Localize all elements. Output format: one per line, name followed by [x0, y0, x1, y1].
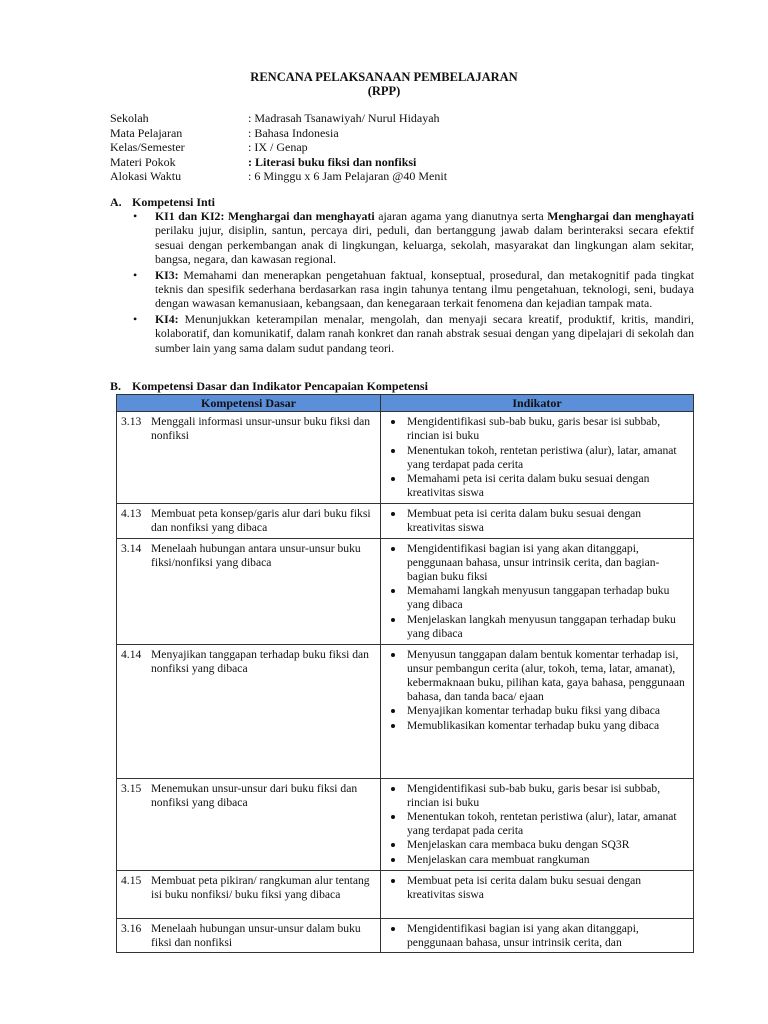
- identity-row-subject: [110, 126, 447, 141]
- identity-row-school: [110, 111, 447, 126]
- ki-lead: KI1 dan KI2:: [155, 209, 225, 223]
- kd-number: 4.14: [121, 647, 142, 661]
- ki-text: Memahami dan menerapkan pengetahuan faktual, konseptual, prosedural, dan metakognitif pada tingkat teknis dan spesifik sederhana berdasarkan rasa ingin tahunya tentang ilmu pengetahuan, teknologi, seni, budaya dengan wawasan kemanusiaan, kebangsaan, dan kenegaraan terkait fenomena dan kejadian tampak mata.: [155, 267, 694, 311]
- table-row: [117, 644, 694, 778]
- indicator-cell: [381, 412, 694, 504]
- kd-cell: [117, 870, 381, 918]
- document-title: [0, 70, 768, 98]
- list-item: Mengidentifikasi sub-bab buku, garis besar isi subbab, rincian isi buku: [385, 415, 689, 443]
- indicator-cell: [381, 918, 694, 952]
- section-b-heading: [110, 379, 428, 394]
- list-item: [131, 209, 694, 267]
- table-row: [117, 918, 694, 952]
- indicator-cell: [381, 778, 694, 870]
- list-item: Mengidentifikasi sub-bab buku, garis besar isi subbab, rincian isi buku: [385, 782, 689, 810]
- kd-cell: [117, 778, 381, 870]
- indicator-cell: [381, 538, 694, 644]
- identity-table: [110, 111, 447, 184]
- ki-lead: KI3:: [155, 267, 179, 282]
- table-row: [117, 870, 694, 918]
- list-item: Memahami langkah menyusun tanggapan terhadap buku yang dibaca: [385, 584, 689, 612]
- list-item: Memahami peta isi cerita dalam buku sesuai dengan kreativitas siswa: [385, 472, 689, 500]
- list-item: Memublikasikan komentar terhadap buku yang dibaca: [385, 719, 689, 733]
- bullet-icon: •: [133, 311, 138, 326]
- list-item: Menyajikan komentar terhadap buku fiksi yang dibaca: [385, 704, 689, 718]
- table-row: [117, 412, 694, 504]
- identity-label: Materi Pokok: [110, 154, 176, 169]
- section-letter: B.: [110, 379, 122, 393]
- kd-number: 3.15: [121, 781, 142, 795]
- identity-value: : Bahasa Indonesia: [248, 125, 339, 140]
- identity-value: : 6 Minggu x 6 Jam Pelajaran @40 Menit: [248, 169, 448, 183]
- kd-text: Membuat peta pikiran/ rangkuman alur tentang isi buku nonfiksi/ buku fiksi yang dibaca: [151, 873, 370, 901]
- identity-value: : Literasi buku fiksi dan nonfiksi: [248, 154, 417, 169]
- kd-text: Menggali informasi unsur-unsur buku fiksi dan nonfiksi: [151, 415, 371, 443]
- list-item: [131, 312, 694, 355]
- ki-bold: Menghargai dan menghayati: [547, 209, 695, 223]
- bullet-icon: •: [133, 209, 138, 223]
- kd-number: 4.15: [121, 873, 142, 887]
- list-item: Menjelaskan langkah menyusun tanggapan terhadap buku yang dibaca: [385, 613, 689, 641]
- indicator-cell: [381, 504, 694, 538]
- kd-number: 3.14: [121, 541, 142, 555]
- list-item: Membuat peta isi cerita dalam buku sesuai dengan kreativitas siswa: [385, 507, 689, 535]
- table-header-row: [117, 395, 694, 412]
- identity-value: : Madrasah Tsanawiyah/ Nurul Hidayah: [248, 111, 440, 125]
- kd-cell: [117, 918, 381, 952]
- section-letter: A.: [110, 195, 122, 209]
- kd-cell: [117, 504, 381, 538]
- identity-label: Alokasi Waktu: [110, 169, 182, 183]
- kd-cell: [117, 644, 381, 778]
- ki-text: Menunjukkan keterampilan menalar, mengolah, dan menyaji secara kreatif, produktif, kritis, mandiri, kolaboratif, dan komunikatif, dalam ranah konkret dan ranah abstrak sesuai dengan yang dipelajari di sekolah dan sumber lain yang sama dalam sudut pandang teori.: [155, 311, 694, 355]
- ki-text: perilaku jujur, disiplin, santun, percaya diri, peduli, dan bertanggung jawab dalam berinteraksi secara efektif sesuai dengan perkembangan anak di lingkungan, keluarga, sekolah, masyarakat dan lingkungan alam sekitar, bangsa, negara, dan kawasan regional.: [155, 223, 694, 267]
- kd-text: Menelaah hubungan unsur-unsur dalam buku fiksi dan nonfiksi: [151, 921, 361, 949]
- identity-label: Sekolah: [110, 111, 149, 125]
- kd-cell: [117, 412, 381, 504]
- identity-row-class: [110, 140, 447, 155]
- ki-lead: KI4:: [155, 311, 179, 326]
- identity-label: Kelas/Semester: [110, 140, 185, 154]
- table-row: [117, 504, 694, 538]
- title-line-1: RENCANA PELAKSANAAN PEMBELAJARAN: [250, 70, 518, 84]
- list-item: Menyusun tanggapan dalam bentuk komentar terhadap isi, unsur pembangun cerita (alur, tokoh, tema, latar, amanat), kebermaknaan buku, pilihan kata, gaya bahasa, penggunaan bahasa, dan tanda baca/ ejaan: [385, 648, 689, 705]
- kd-text: Menemukan unsur-unsur dari buku fiksi dan nonfiksi yang dibaca: [151, 781, 358, 809]
- ki-text: ajaran agama yang dianutnya serta: [374, 209, 548, 223]
- identity-value: : IX / Genap: [248, 140, 308, 154]
- identity-label: Mata Pelajaran: [110, 125, 183, 140]
- list-item: Menentukan tokoh, rentetan peristiwa (alur), latar, amanat yang terdapat pada cerita: [385, 810, 689, 838]
- kd-number: 3.16: [121, 921, 142, 935]
- list-item: Membuat peta isi cerita dalam buku sesuai dengan kreativitas siswa: [385, 874, 689, 902]
- list-item: Mengidentifikasi bagian isi yang akan ditanggapi, penggunaan bahasa, unsur intrinsik cerita, dan bagian-bagian buku fiksi: [385, 542, 689, 585]
- competency-table: [116, 394, 694, 953]
- indicator-cell: [381, 870, 694, 918]
- list-item: Menjelaskan cara membaca buku dengan SQ3R: [385, 838, 689, 852]
- section-a-heading: [110, 195, 215, 210]
- table-row: [117, 778, 694, 870]
- kd-number: 4.13: [121, 507, 142, 521]
- kd-number: 3.13: [121, 415, 142, 429]
- identity-row-topic: [110, 155, 447, 170]
- section-title: Kompetensi Inti: [132, 195, 216, 209]
- list-item: [131, 268, 694, 311]
- kd-text: Membuat peta konsep/garis alur dari buku fiksi dan nonfiksi yang dibaca: [151, 507, 371, 535]
- identity-row-time: [110, 169, 447, 184]
- indicator-cell: [381, 644, 694, 778]
- list-item: Mengidentifikasi bagian isi yang akan ditanggapi, penggunaan bahasa, unsur intrinsik cerita, dan: [385, 922, 689, 950]
- kd-text: Menelaah hubungan antara unsur-unsur buku fiksi/nonfiksi yang dibaca: [151, 541, 361, 569]
- column-header: Indikator: [381, 395, 694, 412]
- kd-cell: [117, 538, 381, 644]
- list-item: Menentukan tokoh, rentetan peristiwa (alur), latar, amanat yang terdapat pada cerita: [385, 444, 689, 472]
- bullet-icon: •: [133, 267, 138, 282]
- list-item: Menjelaskan cara membuat rangkuman: [385, 853, 689, 867]
- column-header: Kompetensi Dasar: [117, 395, 381, 412]
- core-competency-list: [131, 209, 694, 356]
- table-row: [117, 538, 694, 644]
- title-line-2: (RPP): [367, 84, 401, 98]
- kd-text: Menyajikan tanggapan terhadap buku fiksi dan nonfiksi yang dibaca: [151, 647, 369, 675]
- ki-bold: Menghargai dan menghayati: [227, 209, 375, 223]
- section-title: Kompetensi Dasar dan Indikator Pencapaian Kompetensi: [132, 379, 428, 393]
